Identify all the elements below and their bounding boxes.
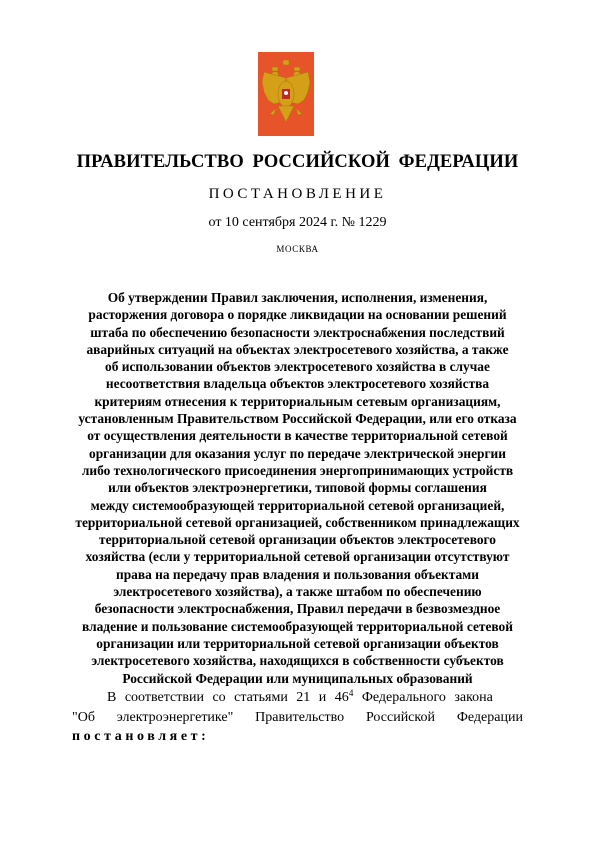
title-line: организации или территориальной сетевой организации объектов (96, 635, 499, 651)
title-line: территориальной сетевой организацией, собственником принадлежащих (75, 514, 520, 530)
title-line: электросетевого хозяйства), а также штабом по обеспечению (113, 584, 482, 600)
preamble-text: Федерального закона (353, 690, 493, 705)
title-line: установленным Правительством Российской Федерации, или его отказа (78, 411, 517, 427)
government-heading: ПРАВИТЕЛЬСТВО РОССИЙСКОЙ ФЕДЕРАЦИИ (76, 152, 519, 172)
title-line: владение и пользование системообразующей территориальной сетевой (82, 618, 513, 634)
preamble (72, 684, 523, 747)
title-line: электросетевого хозяйства, находящихся в собственности субъектов (91, 653, 504, 669)
title-line: либо технологического присоединения энергопринимающих устройств (81, 462, 514, 478)
title-line: аварийных ситуаций на объектах электросетевого хозяйства, а также (86, 341, 509, 357)
preamble-word: Федерации (456, 709, 523, 725)
title-line: или объектов электроэнергетики, типовой формы соглашения (108, 480, 487, 496)
title-line: штаба по обеспечению безопасности электроснабжения последствий (90, 324, 505, 340)
preamble-line-1 (72, 684, 523, 708)
title-line: между системообразующей территориальной сетевой организацией, (90, 497, 505, 513)
title-line: организации для оказания услуг по передаче электрической энергии (89, 445, 506, 461)
title-line: несоответствия владельца объектов электросетевого хозяйства (105, 376, 490, 392)
title-line: расторжения договора о порядке ликвидации на основании решений (88, 307, 507, 323)
resolves-word: постановляет: (72, 729, 210, 744)
document-type: ПОСТАНОВЛЕНИЕ (208, 186, 387, 202)
preamble-word: "Об (72, 709, 95, 725)
preamble-word: Российской (365, 709, 435, 725)
coat-of-arms-icon (258, 52, 314, 136)
title-line: Об утверждении Правил заключения, исполнения, изменения, (107, 290, 488, 305)
preamble-word: Правительство (255, 709, 345, 725)
date-and-number: от 10 сентября 2024 г. № 1229 (208, 215, 387, 230)
title-line: безопасности электроснабжения, Правил передачи в безвозмездное (94, 601, 501, 617)
city: МОСКВА (276, 244, 319, 254)
title-line: об использовании объектов электросетевого хозяйства в случае (105, 359, 490, 375)
title-line: хозяйства (если у территориальной сетевой организации отсутствуют (85, 549, 510, 565)
preamble-line-2 (72, 708, 523, 728)
preamble-word: электроэнергетике" (116, 709, 234, 725)
title-line: от осуществления деятельности в качестве территориальной сетевой (87, 428, 508, 444)
preamble-text: В соответствии со статьями 21 и 46 (107, 690, 349, 705)
title-line: права на передачу прав владения и пользования объектами (115, 566, 480, 582)
title-line: территориальной сетевой организации объектов электросетевого (99, 532, 496, 548)
title-line: Российской Федерации или муниципальных образований (122, 670, 473, 686)
title-line: критериям отнесения к территориальным сетевым организациям, (94, 393, 501, 409)
decree-title (60, 289, 535, 687)
article-superscript: 4 (348, 688, 354, 698)
